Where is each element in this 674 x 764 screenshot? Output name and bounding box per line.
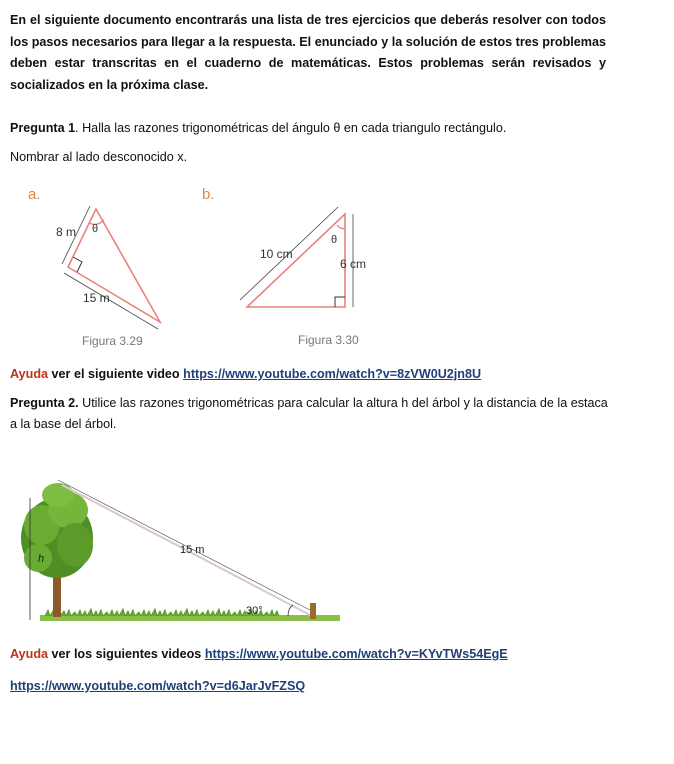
- figure-b-angle-label: θ: [331, 234, 338, 246]
- question-1-label: Pregunta 1: [10, 121, 76, 135]
- figure-a-side-1: 8 m: [56, 225, 77, 239]
- figure-a-triangle: [68, 209, 160, 322]
- figure-a-dim-line-2: [64, 273, 158, 329]
- tree-foliage: [21, 483, 93, 578]
- question-1-text: . Halla las razones trigonométricas del ángulo θ en cada triangulo rectángulo.: [75, 121, 507, 135]
- video-link-1[interactable]: https://www.youtube.com/watch?v=8zVW0U2jn8U: [183, 367, 482, 381]
- figure-a-side-2: 15 m: [83, 291, 110, 305]
- grass: [45, 609, 279, 616]
- video-link-2[interactable]: https://www.youtube.com/watch?v=KYvTWs54EgE: [204, 647, 508, 661]
- figure-a-right-angle-mark: [73, 257, 82, 272]
- figure-a-angle-label: θ: [92, 223, 99, 235]
- intro-paragraph: En el siguiente documento encontrarás una lista de tres ejercicios que deberás resolver con todos los pasos necesarios para llegar a la respuesta. El enunciado y la solución de estos tres problemas deben estar transcritas en el cuaderno de matemáticas. Estos problemas serán revisados y socializados en la próxima clase.: [10, 13, 606, 92]
- figure-b-side-2: 6 cm: [340, 257, 367, 271]
- help-1: [10, 365, 481, 383]
- question-2-text: Utilice las razones trigonométricas para calcular la altura h del árbol y la distancia de la estaca a la base del árbol.: [10, 396, 608, 431]
- help-2-text: ver los siguientes videos: [48, 647, 205, 661]
- figure-b-angle-arc: [337, 225, 345, 229]
- height-label: h: [38, 553, 45, 565]
- video-link-3-paragraph: [10, 677, 305, 695]
- hypotenuse-label: 15 m: [180, 544, 205, 556]
- figure-a-caption: Figura 3.29: [82, 334, 143, 348]
- figure-b-side-1: 10 cm: [260, 247, 293, 261]
- stake: [310, 603, 316, 619]
- figure-a-letter: a.: [28, 186, 41, 203]
- help-2-label: Ayuda: [10, 647, 49, 661]
- figure-b-letter: b.: [202, 186, 215, 203]
- question-2-label: Pregunta 2.: [10, 396, 79, 410]
- figure-b: [200, 182, 380, 352]
- video-link-3[interactable]: https://www.youtube.com/watch?v=d6JarJvFZSQ: [10, 679, 306, 693]
- figure-b-caption: Figura 3.30: [298, 333, 359, 347]
- tree-figure: [20, 470, 350, 635]
- help-1-text: ver el siguiente video: [48, 367, 184, 381]
- help-1-label: Ayuda: [10, 367, 49, 381]
- question-2: [10, 393, 610, 435]
- figure-a: [20, 182, 180, 352]
- figure-b-right-angle-mark: [335, 297, 345, 307]
- help-2: [10, 645, 508, 663]
- question-1: [10, 119, 506, 137]
- angle-label: 30°: [246, 605, 263, 617]
- question-1-subtext: Nombrar al lado desconocido x.: [10, 150, 188, 164]
